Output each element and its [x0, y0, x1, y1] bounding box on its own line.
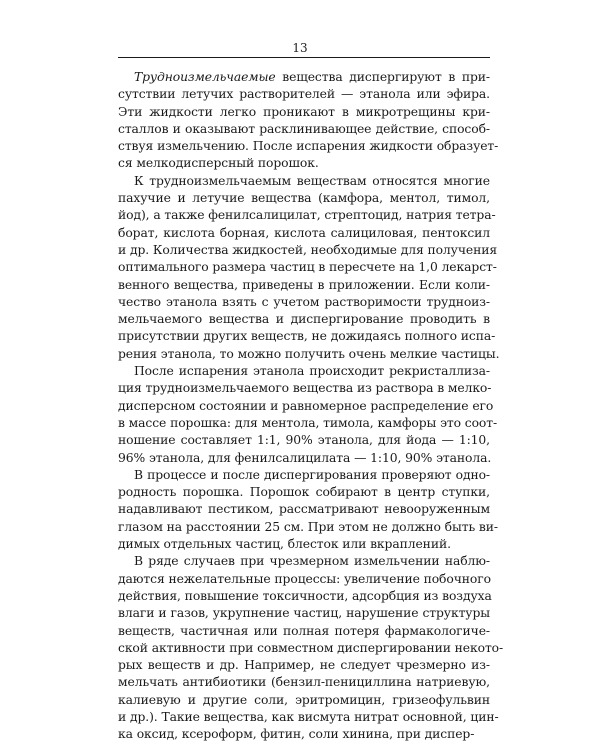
paragraph	[118, 467, 498, 553]
text-line	[118, 432, 490, 449]
text-line	[118, 588, 490, 605]
line-text: глазом на расстоянии 25 см. При этом не должно быть ви-	[118, 519, 498, 534]
line-text: Эти жидкости легко проникают в микротрещины кри-	[118, 104, 490, 119]
italic-term: Трудноизмельчаемые	[134, 70, 276, 84]
text-line	[118, 259, 497, 276]
text-line	[118, 190, 490, 207]
line-text: сутствии летучих растворителей — этанола или эфира.	[118, 87, 490, 102]
page-number: 13	[292, 41, 308, 55]
text-line	[118, 484, 490, 501]
line-text: веществ, частичная или полная потеря фармакологиче-	[118, 623, 490, 638]
text-line	[118, 121, 490, 138]
line-text: рых веществ и др. Например, не следует чрезмерно из-	[118, 658, 490, 673]
text-line	[118, 450, 490, 467]
line-text: мельчать антибиотики (бензил-пенициллина натриевую,	[118, 675, 490, 690]
text-line	[118, 155, 490, 172]
text-line	[118, 501, 490, 518]
line-text: ской активности при совместном диспергировании некото-	[118, 640, 504, 655]
line-text: венного вещества, приведены в приложении. Если коли-	[118, 277, 490, 292]
text-line	[118, 674, 490, 691]
line-text: борат, кислота борная, кислота салициловая, пентоксил	[118, 225, 490, 240]
line-text: 96% этанола, для фенилсалицилата — 1:10, 90% этанола.	[118, 450, 492, 465]
text-line	[118, 242, 498, 259]
text-line	[118, 623, 490, 640]
text-line	[118, 605, 490, 622]
text-line	[118, 380, 490, 397]
text-line	[118, 225, 490, 242]
line-text: сталлов и оказывают расклинивающее действие, способ-	[118, 121, 490, 136]
text-line	[118, 640, 504, 657]
line-text: В ряде случаев при чрезмерном измельчении наблю-	[134, 554, 490, 569]
line-text: родность порошка. Порошок собирают в центр ступки,	[118, 485, 490, 500]
line-text: присутствии других веществ, не дожидаясь полного испа-	[118, 329, 496, 344]
line-text: После испарения этанола происходит рекристаллиза-	[134, 364, 490, 379]
text-line	[118, 207, 496, 224]
text-line	[118, 519, 498, 536]
text-line	[118, 467, 490, 484]
line-text: димых отдельных частиц, блесток или вкраплений.	[118, 537, 451, 552]
text-line	[118, 692, 490, 709]
text-line	[118, 138, 499, 155]
line-text: даются нежелательные процессы: увеличение побочного	[118, 571, 491, 586]
line-text: и др. Количества жидкостей, необходимые для получения	[118, 242, 498, 257]
text-line	[118, 553, 490, 570]
text-line	[118, 311, 490, 328]
line-text: и др.). Такие вещества, как висмута нитрат основной, цин-	[118, 709, 499, 724]
line-text: вещества диспергируют в при-	[275, 70, 490, 84]
text-line	[118, 536, 490, 553]
line-text: в массе порошка: для ментола, тимола, камфоры это соот-	[118, 415, 498, 430]
line-text: калиевую и другие соли, эритромицин, гризеофульвин	[118, 692, 490, 707]
text-line	[118, 363, 490, 380]
text-line	[118, 726, 490, 743]
line-text: ся мелкодисперсный порошок.	[118, 156, 319, 171]
text-line	[118, 86, 490, 103]
line-text: влаги и газов, укрупнение частиц, нарушение структуры	[118, 606, 490, 621]
text-line	[118, 277, 490, 294]
text-line	[118, 415, 498, 432]
line-text: надавливают пестиком, рассматривают невооруженным	[118, 502, 490, 517]
text-line	[118, 571, 490, 588]
line-text: ствуя измельчению. После испарения жидкости образует-	[118, 139, 499, 154]
line-text: пахучие и летучие вещества (камфора, ментол, тимол,	[118, 191, 490, 206]
line-text: К трудноизмельчаемым веществам относятся многие	[134, 173, 490, 188]
line-text: ка оксид, ксероформ, фитин, соли хинина, при диспер-	[118, 727, 475, 742]
text-line	[118, 398, 494, 415]
paragraph	[118, 363, 498, 467]
text-line	[118, 294, 490, 311]
line-text: мельчаемого вещества и диспергирование проводить в	[118, 312, 490, 327]
text-line	[118, 69, 490, 86]
text-line	[118, 657, 490, 674]
text-line	[118, 346, 500, 363]
line-text: рения этанола, то можно получить очень мелкие частицы.	[118, 346, 500, 361]
body-text	[118, 69, 504, 744]
paragraph	[118, 553, 504, 743]
paragraph	[118, 69, 499, 173]
line-text: действия, повышение токсичности, адсорбция из воздуха	[118, 588, 492, 603]
line-text: ношение составляет 1:1, 90% этанола, для йода — 1:10,	[118, 433, 490, 448]
line-text: чество этанола взять с учетом растворимости трудноиз-	[118, 294, 490, 309]
text-line	[118, 328, 496, 345]
paragraph	[118, 173, 500, 363]
line-text: оптимального размера частиц в пересчете на 1,0 лекарст-	[118, 260, 497, 275]
text-line	[118, 709, 499, 726]
line-text: В процессе и после диспергирования проверяют одно-	[134, 467, 490, 482]
line-text: йод), а также фенилсалицилат, стрептоцид, натрия тетра-	[118, 208, 496, 223]
text-line	[118, 104, 490, 121]
text-line	[118, 173, 490, 190]
line-text: дисперсном состоянии и равномерное распределение его	[118, 398, 494, 413]
header-rule	[118, 57, 490, 58]
line-text: ция трудноизмельчаемого вещества из раствора в мелко-	[118, 381, 492, 396]
